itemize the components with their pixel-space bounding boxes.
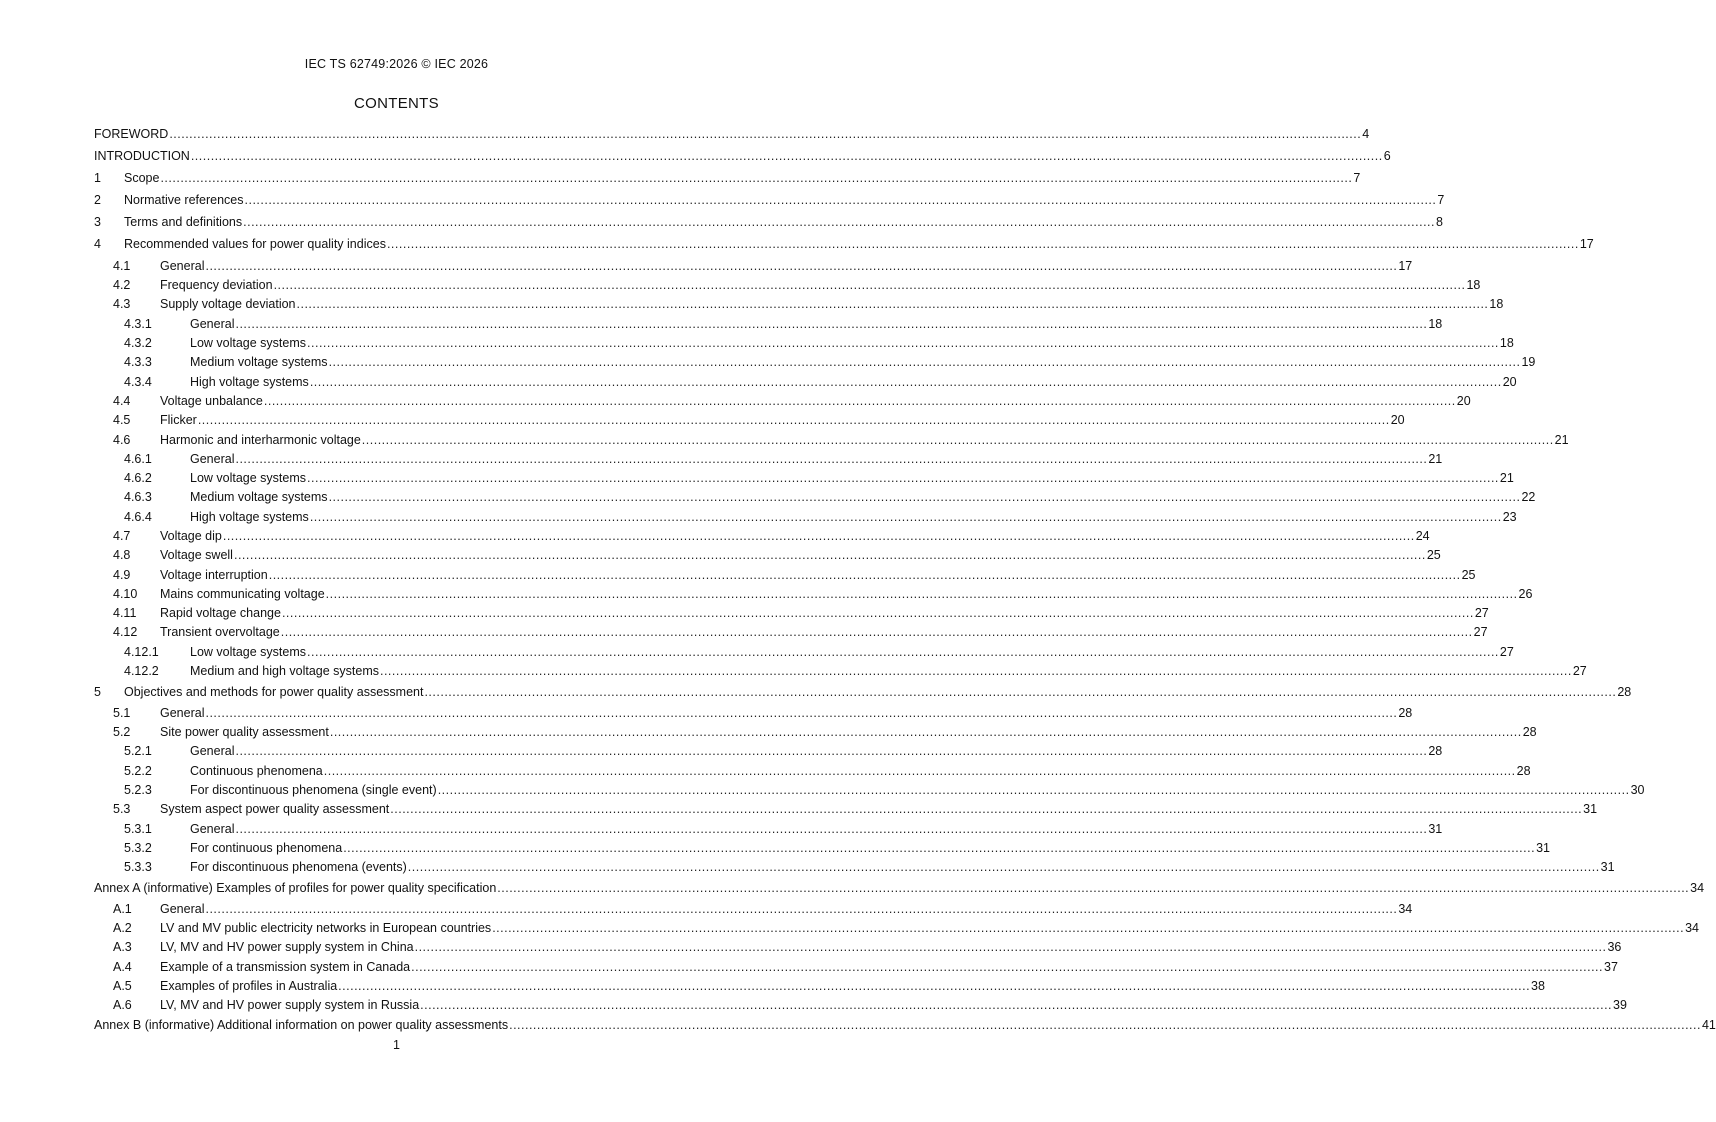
dot-leader: ............................................................................................................................................................................................................................................................................................................	[307, 471, 1499, 485]
dot-leader: ............................................................................................................................................................................................................................................................................................................	[222, 529, 1415, 543]
toc-entry[interactable]	[0, 978, 1545, 994]
toc-entry-title: Annex B (informative) Additional information on power quality assessments	[94, 1018, 509, 1032]
toc-entry-page: 28	[1516, 764, 1531, 778]
toc-entry-number: 4.7	[113, 529, 131, 543]
toc-entry-number: 4.6.2	[124, 471, 152, 485]
toc-entry-page: 20	[1502, 375, 1517, 389]
toc-entry[interactable]	[0, 528, 1430, 544]
toc-entry[interactable]	[0, 684, 1632, 700]
toc-entry-number: 4.3.3	[124, 355, 152, 369]
toc-entry[interactable]	[0, 296, 1504, 312]
toc-entry-page: 31	[1536, 841, 1550, 855]
dot-leader: ............................................................................................................................................................................................................................................................................................................	[338, 979, 1531, 993]
toc-entry[interactable]	[0, 840, 1550, 856]
toc-entry-page: 31	[1428, 822, 1443, 836]
toc-entry-title: General	[190, 317, 235, 331]
toc-entry[interactable]	[0, 412, 1405, 428]
toc-entry[interactable]	[0, 451, 1443, 467]
toc-entry-page: 38	[1531, 979, 1545, 993]
toc-entry-number: 4.6.4	[124, 510, 152, 524]
toc-entry-page: 28	[1428, 744, 1443, 758]
toc-entry-title: Normative references	[124, 193, 244, 207]
toc-entry-number: 3	[94, 215, 101, 229]
toc-entry-page: 17	[1579, 237, 1594, 251]
toc-entry-title: For discontinuous phenomena (events)	[190, 860, 407, 874]
toc-entry-title: INTRODUCTION	[94, 149, 190, 163]
toc-entry-number: 4.9	[113, 568, 131, 582]
dot-leader: ............................................................................................................................................................................................................................................................................................................	[386, 237, 1579, 251]
toc-entry-title: Rapid voltage change	[160, 606, 281, 620]
toc-entry-number: 4.3.4	[124, 375, 152, 389]
toc-entry-page: 23	[1502, 510, 1517, 524]
toc-entry-page: 34	[1685, 921, 1699, 935]
dot-leader: ............................................................................................................................................................................................................................................................................................................	[437, 783, 1630, 797]
toc-entry-number: 4.11	[113, 606, 137, 620]
toc-entry-number: 4.3.2	[124, 336, 152, 350]
toc-entry-title: Example of a transmission system in Canada	[160, 960, 411, 974]
toc-entry-title: Terms and definitions	[124, 215, 243, 229]
dot-leader: ............................................................................................................................................................................................................................................................................................................	[379, 664, 1572, 678]
toc-entry-number: 4.4	[113, 394, 131, 408]
toc-entry-number: 4.6	[113, 433, 131, 447]
toc-entry-title: Medium voltage systems	[190, 355, 328, 369]
toc-entry-title: Recommended values for power quality indices	[124, 237, 386, 251]
toc-entry[interactable]	[0, 605, 1489, 621]
toc-entry-number: A.1	[113, 902, 132, 916]
dot-leader: ............................................................................................................................................................................................................................................................................................................	[205, 259, 1398, 273]
toc-entry-number: A.2	[113, 921, 132, 935]
toc-entry-title: Voltage dip	[160, 529, 222, 543]
toc-entry-number: 5.2	[113, 725, 131, 739]
toc-entry-number: 4.8	[113, 548, 131, 562]
toc-entry[interactable]	[0, 801, 1598, 817]
toc-entry-title: General	[190, 744, 235, 758]
toc-entry-page: 27	[1473, 625, 1488, 639]
dot-leader: ............................................................................................................................................................................................................................................................................................................	[325, 587, 1518, 601]
toc-entry-page: 28	[1522, 725, 1537, 739]
toc-entry-number: 4.10	[113, 587, 138, 601]
toc-entry-page: 30	[1630, 783, 1645, 797]
toc-entry-title: Medium and high voltage systems	[190, 664, 379, 678]
toc-entry-page: 18	[1499, 336, 1514, 350]
toc-entry-title: High voltage systems	[190, 510, 309, 524]
toc-entry[interactable]	[0, 258, 1413, 274]
toc-entry-page: 21	[1554, 433, 1569, 447]
toc-entry[interactable]	[0, 920, 1699, 936]
toc-entry-number: 5.2.1	[124, 744, 152, 758]
toc-entry[interactable]	[0, 374, 1517, 390]
dot-leader: ............................................................................................................................................................................................................................................................................................................	[343, 841, 1536, 855]
toc-entry-number: 5.1	[113, 706, 131, 720]
toc-entry[interactable]	[0, 959, 1618, 975]
toc-entry[interactable]	[0, 586, 1533, 602]
toc-entry-number: 4.12.2	[124, 664, 159, 678]
dot-leader: ............................................................................................................................................................................................................................................................................................................	[407, 860, 1600, 874]
toc-entry-title: Continuous phenomena	[190, 764, 323, 778]
dot-leader: ............................................................................................................................................................................................................................................................................................................	[497, 881, 1690, 895]
toc-entry-page: 26	[1518, 587, 1533, 601]
toc-entry-title: For continuous phenomena	[190, 841, 343, 855]
toc-entry-number: A.3	[113, 940, 132, 954]
toc-entry[interactable]	[0, 567, 1476, 583]
toc-entry[interactable]	[0, 316, 1443, 332]
dot-leader: ............................................................................................................................................................................................................................................................................................................	[197, 413, 1390, 427]
dot-leader: ............................................................................................................................................................................................................................................................................................................	[414, 940, 1607, 954]
toc-entry[interactable]	[0, 705, 1413, 721]
toc-entry-number: 4.6.1	[124, 452, 152, 466]
toc-entry-title: High voltage systems	[190, 375, 309, 389]
toc-entry[interactable]	[0, 663, 1587, 679]
toc-entry-page: 27	[1499, 645, 1514, 659]
toc-entry-page: 27	[1572, 664, 1587, 678]
dot-leader: ............................................................................................................................................................................................................................................................................................................	[309, 510, 1502, 524]
toc-entry-page: 17	[1398, 259, 1413, 273]
dot-leader: ............................................................................................................................................................................................................................................................................................................	[235, 452, 1428, 466]
page-number: 1	[393, 1038, 400, 1052]
toc-entry[interactable]	[0, 354, 1536, 370]
toc-entry-title: Voltage swell	[160, 548, 233, 562]
toc-entry-page: 28	[1398, 706, 1413, 720]
toc-entry[interactable]	[0, 644, 1514, 660]
toc-entry-page: 27	[1474, 606, 1489, 620]
dot-leader: ............................................................................................................................................................................................................................................................................................................	[268, 568, 1461, 582]
dot-leader: ............................................................................................................................................................................................................................................................................................................	[424, 685, 1617, 699]
toc-entry-page: 18	[1428, 317, 1443, 331]
dot-leader: ............................................................................................................................................................................................................................................................................................................	[190, 149, 1383, 163]
dot-leader: ............................................................................................................................................................................................................................................................................................................	[420, 998, 1613, 1012]
dot-leader: ............................................................................................................................................................................................................................................................................................................	[328, 355, 1521, 369]
toc-entry[interactable]	[0, 192, 1445, 208]
toc-entry-title: General	[190, 822, 235, 836]
toc-entry-number: 4.3.1	[124, 317, 152, 331]
toc-entry[interactable]	[0, 214, 1443, 230]
toc-entry-number: 5.3.3	[124, 860, 152, 874]
dot-leader: ............................................................................................................................................................................................................................................................................................................	[361, 433, 1554, 447]
toc-entry-number: 5.3	[113, 802, 131, 816]
toc-entry-page: 21	[1499, 471, 1514, 485]
toc-entry-page: 31	[1583, 802, 1598, 816]
dot-leader: ............................................................................................................................................................................................................................................................................................................	[323, 764, 1516, 778]
toc-entry[interactable]	[0, 470, 1514, 486]
toc-entry[interactable]	[0, 393, 1471, 409]
toc-entry-title: Annex A (informative) Examples of profiles for power quality specification	[94, 881, 497, 895]
toc-entry-number: 5.3.1	[124, 822, 152, 836]
toc-entry-number: 1	[94, 171, 101, 185]
toc-entry-page: 18	[1489, 297, 1504, 311]
toc-entry[interactable]	[0, 624, 1488, 640]
toc-entry[interactable]	[0, 335, 1514, 351]
toc-entry[interactable]	[0, 277, 1481, 293]
dot-leader: ............................................................................................................................................................................................................................................................................................................	[411, 960, 1603, 974]
toc-entry-title: Frequency deviation	[160, 278, 273, 292]
toc-entry-title: Voltage interruption	[160, 568, 268, 582]
dot-leader: ............................................................................................................................................................................................................................................................................................................	[307, 645, 1499, 659]
toc-entry-title: Examples of profiles in Australia	[160, 979, 338, 993]
dot-leader: ............................................................................................................................................................................................................................................................................................................	[328, 490, 1521, 504]
toc-entry[interactable]	[0, 782, 1645, 798]
toc-entry-title: Flicker	[160, 413, 197, 427]
toc-entry-page: 36	[1607, 940, 1622, 954]
toc-entry-title: Scope	[124, 171, 160, 185]
toc-entry-title: Medium voltage systems	[190, 490, 328, 504]
toc-entry[interactable]	[0, 821, 1443, 837]
dot-leader: ............................................................................................................................................................................................................................................................................................................	[205, 706, 1398, 720]
toc-entry-page: 6	[1383, 149, 1391, 163]
toc-entry[interactable]	[0, 763, 1531, 779]
toc-entry-number: 4.12	[113, 625, 138, 639]
dot-leader: ............................................................................................................................................................................................................................................................................................................	[307, 336, 1499, 350]
toc-entry-page: 18	[1466, 278, 1481, 292]
dot-leader: ............................................................................................................................................................................................................................................................................................................	[263, 394, 1456, 408]
toc-entry-title: Site power quality assessment	[160, 725, 329, 739]
toc-entry-number: 5.3.2	[124, 841, 152, 855]
dot-leader: ............................................................................................................................................................................................................................................................................................................	[235, 744, 1428, 758]
toc-entry-page: 24	[1415, 529, 1430, 543]
toc-entry[interactable]	[0, 724, 1537, 740]
toc-entry-page: 31	[1600, 860, 1615, 874]
toc-entry-page: 39	[1613, 998, 1627, 1012]
toc-entry-page: 21	[1428, 452, 1443, 466]
toc-entry[interactable]	[0, 743, 1443, 759]
toc-entry[interactable]	[0, 489, 1536, 505]
toc-entry-title: For discontinuous phenomena (single event)	[190, 783, 437, 797]
dot-leader: ............................................................................................................................................................................................................................................................................................................	[169, 127, 1362, 141]
toc-entry-number: 4.6.3	[124, 490, 152, 504]
page-title: CONTENTS	[354, 95, 439, 112]
toc-entry-title: General	[190, 452, 235, 466]
toc-entry[interactable]	[0, 509, 1517, 525]
toc-entry-number: 4	[94, 237, 101, 251]
toc-entry[interactable]	[0, 939, 1622, 955]
dot-leader: ............................................................................................................................................................................................................................................................................................................	[243, 215, 1435, 229]
toc-entry-number: 4.3	[113, 297, 131, 311]
dot-leader: ............................................................................................................................................................................................................................................................................................................	[509, 1018, 1701, 1032]
toc-entry-title: LV and MV public electricity networks in European countries	[160, 921, 492, 935]
toc-entry-page: 19	[1521, 355, 1536, 369]
toc-entry[interactable]	[0, 901, 1413, 917]
toc-entry-title: Low voltage systems	[190, 336, 307, 350]
toc-entry-number: 4.2	[113, 278, 131, 292]
toc-entry-title: Harmonic and interharmonic voltage	[160, 433, 361, 447]
toc-entry[interactable]	[0, 859, 1615, 875]
toc-entry[interactable]	[0, 997, 1627, 1013]
toc-entry-number: 4.12.1	[124, 645, 159, 659]
toc-entry-number: A.6	[113, 998, 132, 1012]
toc-entry[interactable]	[0, 170, 1361, 186]
toc-entry-page: 22	[1521, 490, 1536, 504]
toc-entry-page: 7	[1353, 171, 1361, 185]
toc-entry-number: 5	[94, 685, 101, 699]
toc-entry[interactable]	[0, 126, 1370, 142]
toc-entry-page: 20	[1390, 413, 1405, 427]
toc-entry[interactable]	[0, 148, 1391, 164]
toc-entry-page: 28	[1617, 685, 1632, 699]
dot-leader: ............................................................................................................................................................................................................................................................................................................	[296, 297, 1489, 311]
document-header: IEC TS 62749:2026 © IEC 2026	[304, 57, 489, 71]
toc-entry-page: 4	[1362, 127, 1370, 141]
toc-entry-title: Objectives and methods for power quality assessment	[124, 685, 424, 699]
toc-entry-title: Low voltage systems	[190, 645, 307, 659]
toc-entry-number: A.4	[113, 960, 132, 974]
dot-leader: ............................................................................................................................................................................................................................................................................................................	[280, 625, 1473, 639]
toc-entry[interactable]	[0, 547, 1441, 563]
toc-entry-page: 34	[1690, 881, 1705, 895]
toc-entry-title: Low voltage systems	[190, 471, 307, 485]
dot-leader: ............................................................................................................................................................................................................................................................................................................	[281, 606, 1474, 620]
dot-leader: ............................................................................................................................................................................................................................................................................................................	[492, 921, 1685, 935]
toc-entry-number: 4.1	[113, 259, 131, 273]
dot-leader: ............................................................................................................................................................................................................................................................................................................	[235, 822, 1428, 836]
toc-entry-page: 41	[1701, 1018, 1716, 1032]
dot-leader: ............................................................................................................................................................................................................................................................................................................	[329, 725, 1522, 739]
toc-entry-page: 25	[1426, 548, 1441, 562]
toc-entry[interactable]	[0, 880, 1705, 896]
toc-entry-number: A.5	[113, 979, 132, 993]
toc-entry-title: System aspect power quality assessment	[160, 802, 390, 816]
toc-entry[interactable]	[0, 1017, 1716, 1033]
dot-leader: ............................................................................................................................................................................................................................................................................................................	[233, 548, 1426, 562]
dot-leader: ............................................................................................................................................................................................................................................................................................................	[205, 902, 1398, 916]
dot-leader: ............................................................................................................................................................................................................................................................................................................	[273, 278, 1466, 292]
toc-entry-page: 8	[1436, 215, 1443, 229]
toc-entry-number: 5.2.3	[124, 783, 152, 797]
toc-entry-page: 34	[1398, 902, 1413, 916]
toc-entry-title: General	[160, 902, 205, 916]
toc-entry[interactable]	[0, 236, 1594, 252]
dot-leader: ............................................................................................................................................................................................................................................................................................................	[244, 193, 1437, 207]
toc-entry[interactable]	[0, 432, 1569, 448]
toc-entry-title: LV, MV and HV power supply system in China	[160, 940, 414, 954]
toc-entry-title: Voltage unbalance	[160, 394, 263, 408]
toc-entry-title: Mains communicating voltage	[160, 587, 325, 601]
toc-entry-title: Transient overvoltage	[160, 625, 280, 639]
toc-entry-title: General	[160, 259, 205, 273]
toc-entry-page: 20	[1456, 394, 1471, 408]
toc-entry-title: Supply voltage deviation	[160, 297, 296, 311]
toc-entry-page: 37	[1604, 960, 1618, 974]
toc-entry-number: 2	[94, 193, 101, 207]
toc-entry-number: 4.5	[113, 413, 131, 427]
dot-leader: ............................................................................................................................................................................................................................................................................................................	[309, 375, 1502, 389]
toc-entry-title: General	[160, 706, 205, 720]
toc-entry-title: FOREWORD	[94, 127, 169, 141]
toc-entry-title: LV, MV and HV power supply system in Russia	[160, 998, 420, 1012]
toc-entry-page: 25	[1461, 568, 1476, 582]
dot-leader: ............................................................................................................................................................................................................................................................................................................	[235, 317, 1428, 331]
dot-leader: ............................................................................................................................................................................................................................................................................................................	[160, 171, 1353, 185]
toc-entry-number: 5.2.2	[124, 764, 152, 778]
toc-entry-page: 7	[1437, 193, 1445, 207]
dot-leader: ............................................................................................................................................................................................................................................................................................................	[390, 802, 1583, 816]
